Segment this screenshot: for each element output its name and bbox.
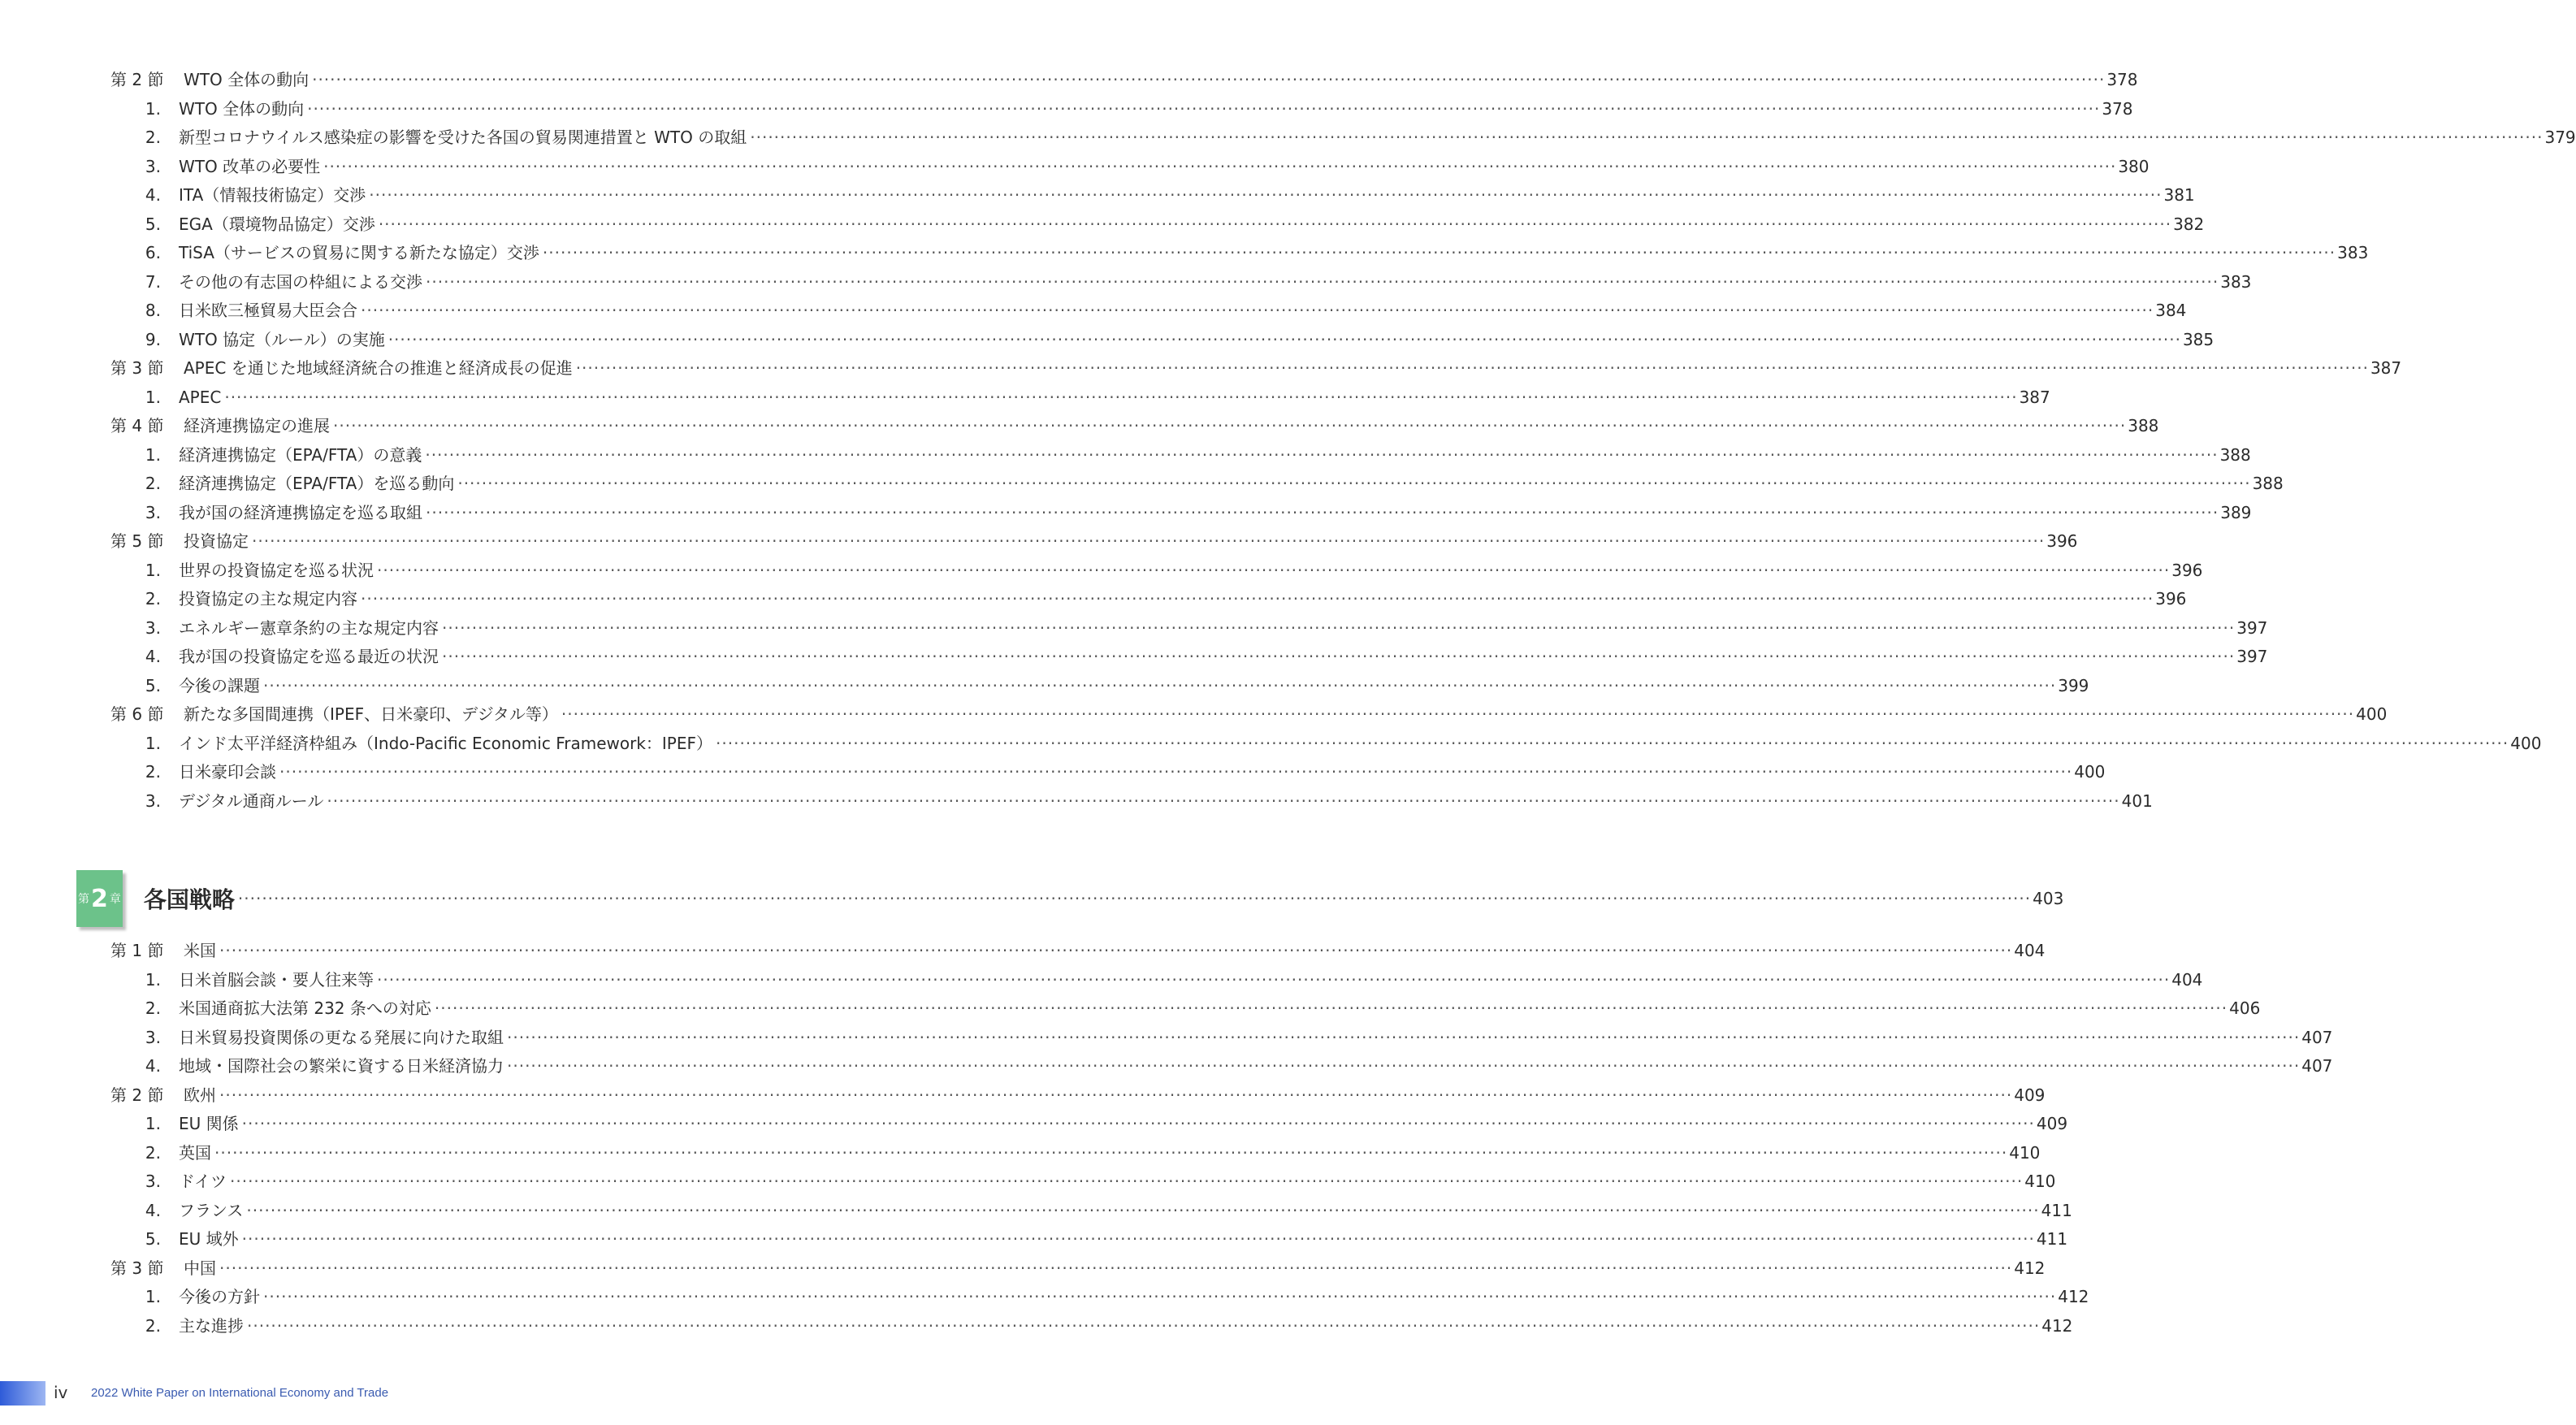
chapter-badge: [76, 870, 123, 927]
entry-page-number: 396: [2171, 560, 2203, 580]
entry-page-number: 389: [2220, 502, 2252, 522]
leader-dots: ············································································································································································································································································································: [307, 98, 2101, 119]
leader-dots: ············································································································································································································································································································: [387, 329, 2181, 349]
toc-section-entry[interactable]: [110, 1081, 2046, 1111]
entry-title: EU 関係: [179, 1114, 239, 1133]
item-number: 2.: [145, 1315, 161, 1336]
leader-dots: ············································································································································································································································································································: [507, 1027, 2301, 1047]
entry-page-number: 410: [2009, 1142, 2041, 1163]
toc-section-entry[interactable]: [110, 66, 2138, 95]
toc-item-entry[interactable]: [110, 758, 2106, 787]
entry-title: EGA（環境物品協定）交渉: [179, 214, 375, 234]
item-number: 4.: [145, 185, 161, 205]
item-number: 1.: [145, 1287, 161, 1306]
entry-page-number: 400: [2356, 704, 2388, 724]
toc-item-entry[interactable]: [110, 1197, 2072, 1226]
section-prefix: 第 2 節: [110, 1085, 164, 1105]
toc-item-entry[interactable]: [110, 153, 2150, 182]
entry-title: 中国: [184, 1258, 216, 1278]
leader-dots: ············································································································································································································································································································: [434, 998, 2228, 1018]
entry-page-number: 409: [2014, 1085, 2046, 1105]
entry-title: 経済連携協定の進展: [184, 416, 330, 435]
entry-title: ドイツ: [179, 1172, 227, 1191]
entry-page-number: 399: [2058, 675, 2089, 695]
entry-title: 我が国の投資協定を巡る最近の状況: [179, 647, 439, 666]
entry-page-number: 387: [2370, 358, 2402, 378]
leader-dots: ············································································································································································································································································································: [561, 704, 2355, 724]
leader-dots: ············································································································································································································································································································: [457, 474, 2251, 493]
toc-item-entry[interactable]: [110, 787, 2153, 816]
chapter-badge-suffix: 章: [109, 893, 121, 906]
item-number: 2.: [145, 589, 161, 609]
leader-dots: ············································································································································································································································································································: [377, 560, 2171, 580]
toc-item-entry[interactable]: [110, 499, 2252, 528]
toc-item-entry[interactable]: [110, 1283, 2089, 1312]
toc-item-entry[interactable]: [110, 614, 2268, 643]
entry-title: 地域・国際社会の繁栄に資する日米経済協力: [179, 1056, 504, 1076]
leader-dots: ············································································································································································································································································································: [312, 70, 2106, 89]
toc-block-2: [110, 937, 2333, 1341]
toc-item-entry[interactable]: [110, 470, 2284, 499]
toc-item-entry[interactable]: [110, 730, 2542, 759]
entry-title: WTO 改革の必要性: [179, 156, 321, 176]
toc-entry-label: [110, 268, 422, 297]
toc-entry-label: [110, 1167, 227, 1197]
entry-title: 経済連携協定（EPA/FTA）の意義: [179, 444, 422, 465]
leader-dots: ············································································································································································································································································································: [237, 889, 2032, 908]
entry-page-number: 397: [2236, 647, 2268, 666]
footer-publication: 2022 White Paper on International Economy and Trade: [91, 1386, 389, 1400]
toc-entry-label: [110, 326, 385, 355]
item-number: 4.: [145, 1056, 161, 1076]
entry-page-number: 383: [2337, 243, 2369, 262]
entry-title: 投資協定の主な規定内容: [179, 589, 357, 609]
toc-entry-label: [110, 1312, 244, 1341]
entry-title: 欧州: [184, 1085, 216, 1105]
leader-dots: ············································································································································································································································································································: [575, 358, 2369, 378]
toc-entry-label: [110, 527, 249, 557]
item-number: 2.: [145, 128, 161, 147]
entry-page-number: 396: [2046, 531, 2078, 551]
toc-entry-label: [110, 1052, 504, 1081]
item-number: 5.: [145, 675, 161, 695]
toc-entry-label: [110, 557, 374, 586]
leader-dots: ············································································································································································································································································································: [219, 1258, 2013, 1278]
item-number: 3.: [145, 1027, 161, 1047]
entry-page-number: 388: [2128, 416, 2159, 435]
toc-entry-label: [110, 499, 422, 528]
toc-item-entry[interactable]: [110, 1167, 2056, 1197]
item-number: 9.: [145, 329, 161, 349]
toc-entry-label: [110, 1081, 216, 1111]
item-number: 1.: [145, 733, 161, 753]
entry-title: EU 域外: [179, 1229, 239, 1249]
item-number: 1.: [145, 98, 161, 119]
toc-entry-label: [110, 95, 304, 124]
leader-dots: ············································································································································································································································································································: [230, 1172, 2024, 1191]
toc-entry-label: [110, 1283, 260, 1312]
item-number: 4.: [145, 1200, 161, 1220]
toc-item-entry[interactable]: [110, 1024, 2333, 1053]
entry-title: 日米首脳会談・要人往来等: [179, 969, 374, 990]
leader-dots: ············································································································································································································································································································: [333, 416, 2127, 435]
entry-title: 米国通商拡大法第 232 条への対応: [179, 998, 431, 1018]
entry-title: TiSA（サービスの貿易に関する新たな協定）交渉: [179, 243, 539, 262]
entry-page-number: 385: [2182, 329, 2214, 349]
toc-item-entry[interactable]: [110, 1139, 2041, 1168]
toc-entry-label: [110, 1197, 243, 1226]
chapter-heading[interactable]: [76, 873, 2064, 925]
chapter-badge-prefix: 第: [78, 893, 89, 906]
toc-item-entry[interactable]: [110, 643, 2268, 672]
toc-entry-label: [110, 297, 357, 326]
toc-section-entry[interactable]: [110, 412, 2159, 441]
entry-page-number: 412: [2058, 1287, 2089, 1306]
entry-page-number: 384: [2155, 301, 2187, 320]
toc-entry-label: [110, 643, 439, 672]
leader-dots: ············································································································································································································································································································: [327, 790, 2120, 811]
item-number: 3.: [145, 156, 161, 176]
entry-page-number: 411: [2041, 1200, 2072, 1220]
leader-dots: ············································································································································································································································································································: [214, 1142, 2008, 1163]
entry-page-number: 379: [2544, 128, 2576, 147]
entry-page-number: 388: [2252, 474, 2284, 493]
leader-dots: ············································································································································································································································································································: [219, 1085, 2013, 1105]
toc-entry-label: [110, 470, 454, 499]
leader-dots: ············································································································································································································································································································: [442, 617, 2236, 638]
entry-page-number: 407: [2301, 1027, 2333, 1047]
toc-item-entry[interactable]: [110, 210, 2205, 240]
entry-page-number: 396: [2155, 589, 2187, 609]
toc-block-1: [110, 66, 2576, 816]
entry-title: 我が国の経済連携協定を巡る取組: [179, 502, 422, 522]
entry-title: 米国: [184, 941, 216, 960]
entry-title: 今後の課題: [179, 675, 260, 695]
toc-entry-label: [110, 354, 573, 383]
leader-dots: ············································································································································································································································································································: [750, 128, 2544, 147]
item-number: 8.: [145, 301, 161, 320]
toc-item-entry[interactable]: [110, 383, 2050, 413]
leader-dots: ············································································································································································································································································································: [241, 1114, 2035, 1133]
leader-dots: ············································································································································································································································································································: [378, 214, 2172, 234]
entry-page-number: 378: [2102, 98, 2133, 119]
toc-item-entry[interactable]: [110, 672, 2089, 701]
leader-dots: ············································································································································································································································································································: [507, 1056, 2301, 1076]
toc-entry-label: [110, 700, 558, 730]
section-prefix: 第 1 節: [110, 941, 164, 960]
item-number: 4.: [145, 647, 161, 666]
entry-title: APEC: [179, 387, 222, 407]
toc-item-entry[interactable]: [110, 326, 2214, 355]
entry-title: WTO 全体の動向: [179, 98, 305, 119]
leader-dots: ············································································································································································································································································································: [246, 1200, 2040, 1220]
leader-dots: ············································································································································································································································································································: [377, 969, 2171, 990]
entry-title: 英国: [179, 1142, 211, 1163]
entry-page-number: 380: [2118, 156, 2150, 176]
entry-page-number: 378: [2106, 70, 2138, 89]
item-number: 6.: [145, 243, 161, 262]
entry-page-number: 383: [2220, 271, 2252, 292]
leader-dots: ············································································································································································································································································································: [425, 444, 2219, 465]
toc-entry-label: [110, 181, 366, 210]
toc-item-entry[interactable]: [110, 1052, 2333, 1081]
entry-title: WTO 協定（ルール）の実施: [179, 329, 385, 349]
leader-dots: ············································································································································································································································································································: [252, 531, 2046, 551]
toc-entry-label: [110, 787, 323, 816]
toc-entry-label: [110, 383, 221, 413]
entry-title: WTO 全体の動向: [184, 70, 310, 89]
section-prefix: 第 3 節: [110, 1258, 164, 1278]
toc-item-entry[interactable]: [110, 994, 2261, 1024]
toc-entry-label: [110, 66, 309, 95]
entry-page-number: 411: [2036, 1229, 2068, 1249]
toc-entry-label: [110, 994, 431, 1024]
item-number: 7.: [145, 271, 161, 292]
item-number: 1.: [145, 387, 161, 407]
entry-title: APEC を通じた地域経済統合の推進と経済成長の促進: [184, 358, 573, 378]
chapter-title: 各国戦略: [143, 886, 235, 913]
section-prefix: 第 2 節: [110, 70, 164, 89]
toc-item-entry[interactable]: [110, 268, 2252, 297]
leader-dots: ············································································································································································································································································································: [361, 589, 2154, 609]
item-number: 5.: [145, 214, 161, 234]
toc-item-entry[interactable]: [110, 95, 2133, 124]
toc-entry-label: [110, 672, 260, 701]
page-footer: [0, 1381, 1008, 1410]
item-number: 3.: [145, 502, 161, 522]
item-number: 1.: [145, 560, 161, 580]
footer-page-number: iv: [54, 1383, 68, 1402]
entry-title: エネルギー憲章条約の主な規定内容: [179, 617, 439, 638]
item-number: 3.: [145, 617, 161, 638]
entry-page-number: 400: [2510, 733, 2542, 753]
leader-dots: ············································································································································································································································································································: [716, 733, 2509, 753]
toc-item-entry[interactable]: [110, 1225, 2068, 1254]
leader-dots: ············································································································································································································································································································: [369, 185, 2163, 205]
item-number: 3.: [145, 1172, 161, 1191]
section-prefix: 第 3 節: [110, 358, 164, 378]
entry-title: 日米貿易投資関係の更なる発展に向けた取組: [179, 1027, 504, 1047]
entry-title: 新たな多国間連携（IPEF、日米豪印、デジタル等）: [184, 704, 558, 724]
toc-entry-label: [110, 758, 276, 787]
leader-dots: ············································································································································································································································································································: [361, 301, 2154, 320]
item-number: 2.: [145, 474, 161, 493]
chapter-badge-number: 2: [91, 884, 108, 913]
entry-title: 投資協定: [184, 531, 249, 551]
toc-entry-label: [110, 614, 439, 643]
item-number: 3.: [145, 790, 161, 811]
toc-item-entry[interactable]: [110, 1110, 2068, 1139]
toc-entry-label: [110, 210, 375, 240]
toc-entry-label: [110, 1024, 504, 1053]
entry-title: 新型コロナウイルス感染症の影響を受けた各国の貿易関連措置と WTO の取組: [179, 128, 747, 147]
entry-page-number: 381: [2163, 185, 2195, 205]
entry-page-number: 397: [2236, 617, 2268, 638]
toc-item-entry[interactable]: [110, 123, 2576, 153]
leader-dots: ············································································································································································································································································································: [542, 243, 2336, 262]
toc-item-entry[interactable]: [110, 181, 2195, 210]
toc-entry-label: [110, 153, 320, 182]
toc-section-entry[interactable]: [110, 937, 2046, 966]
item-number: 2.: [145, 998, 161, 1018]
section-prefix: 第 4 節: [110, 416, 164, 435]
leader-dots: ············································································································································································································································································································: [263, 1287, 2057, 1306]
item-number: 1.: [145, 1114, 161, 1133]
footer-bar: [0, 1381, 45, 1406]
leader-dots: ············································································································································································································································································································: [279, 762, 2073, 782]
leader-dots: ············································································································································································································································································································: [426, 271, 2219, 292]
toc-item-entry[interactable]: [110, 585, 2187, 614]
leader-dots: ············································································································································································································································································································: [263, 675, 2057, 695]
entry-page-number: 400: [2074, 762, 2106, 782]
entry-title: 今後の方針: [179, 1287, 260, 1306]
toc-section-entry[interactable]: [110, 354, 2402, 383]
section-prefix: 第 6 節: [110, 704, 164, 724]
item-number: 1.: [145, 969, 161, 990]
leader-dots: ············································································································································································································································································································: [247, 1315, 2041, 1336]
toc-entry-label: [110, 123, 747, 153]
entry-page-number: 412: [2041, 1315, 2073, 1336]
chapter-page: 403: [2033, 889, 2064, 908]
toc-section-entry[interactable]: [110, 1254, 2046, 1284]
entry-title: その他の有志国の枠組による交渉: [179, 271, 422, 292]
entry-title: 日米豪印会談: [179, 762, 276, 782]
toc-entry-label: [110, 937, 216, 966]
entry-page-number: 404: [2171, 969, 2203, 990]
entry-title: インド太平洋経済枠組み（Indo-Pacific Economic Framework：IPEF）: [179, 733, 713, 753]
toc-entry-label: [110, 1225, 239, 1254]
toc-section-entry[interactable]: [110, 527, 2078, 557]
toc-entry-label: [110, 585, 357, 614]
toc-item-entry[interactable]: [110, 297, 2187, 326]
toc-item-entry[interactable]: [110, 557, 2203, 586]
entry-page-number: 401: [2121, 790, 2153, 811]
toc-entry-label: [110, 412, 330, 441]
toc-section-entry[interactable]: [110, 700, 2388, 730]
item-number: 2.: [145, 1142, 161, 1163]
entry-title: 日米欧三極貿易大臣会合: [179, 301, 357, 320]
leader-dots: ············································································································································································································································································································: [224, 387, 2018, 407]
entry-title: フランス: [179, 1200, 244, 1220]
toc-entry-label: [110, 239, 539, 268]
entry-page-number: 409: [2036, 1114, 2068, 1133]
item-number: 5.: [145, 1229, 161, 1249]
entry-page-number: 404: [2014, 941, 2046, 960]
entry-page-number: 382: [2173, 214, 2205, 234]
entry-page-number: 406: [2229, 998, 2261, 1018]
leader-dots: ············································································································································································································································································································: [442, 647, 2236, 666]
toc-item-entry[interactable]: [110, 239, 2369, 268]
leader-dots: ············································································································································································································································································································: [426, 502, 2219, 522]
entry-page-number: 388: [2219, 444, 2251, 465]
entry-page-number: 387: [2019, 387, 2050, 407]
toc-entry-label: [110, 1139, 211, 1168]
entry-title: 世界の投資協定を巡る状況: [179, 560, 374, 580]
entry-title: ITA（情報技術協定）交渉: [179, 185, 366, 205]
item-number: 1.: [145, 444, 161, 465]
entry-page-number: 410: [2024, 1172, 2056, 1191]
item-number: 2.: [145, 762, 161, 782]
entry-title: デジタル通商ルール: [179, 790, 324, 811]
toc-item-entry[interactable]: [110, 966, 2203, 995]
toc-entry-label: [110, 441, 422, 470]
leader-dots: ············································································································································································································································································································: [323, 156, 2117, 176]
toc-entry-label: [110, 1110, 239, 1139]
leader-dots: ············································································································································································································································································································: [219, 941, 2013, 960]
toc-entry-label: [110, 1254, 216, 1284]
leader-dots: ············································································································································································································································································································: [241, 1229, 2035, 1249]
entry-title: 主な進捗: [179, 1315, 244, 1336]
entry-page-number: 407: [2301, 1056, 2333, 1076]
entry-page-number: 412: [2014, 1258, 2046, 1278]
section-prefix: 第 5 節: [110, 531, 164, 551]
toc-item-entry[interactable]: [110, 441, 2251, 470]
entry-title: 経済連携協定（EPA/FTA）を巡る動向: [179, 474, 455, 493]
toc-entry-label: [110, 966, 374, 995]
toc-item-entry[interactable]: [110, 1312, 2073, 1341]
toc-entry-label: [110, 730, 712, 759]
